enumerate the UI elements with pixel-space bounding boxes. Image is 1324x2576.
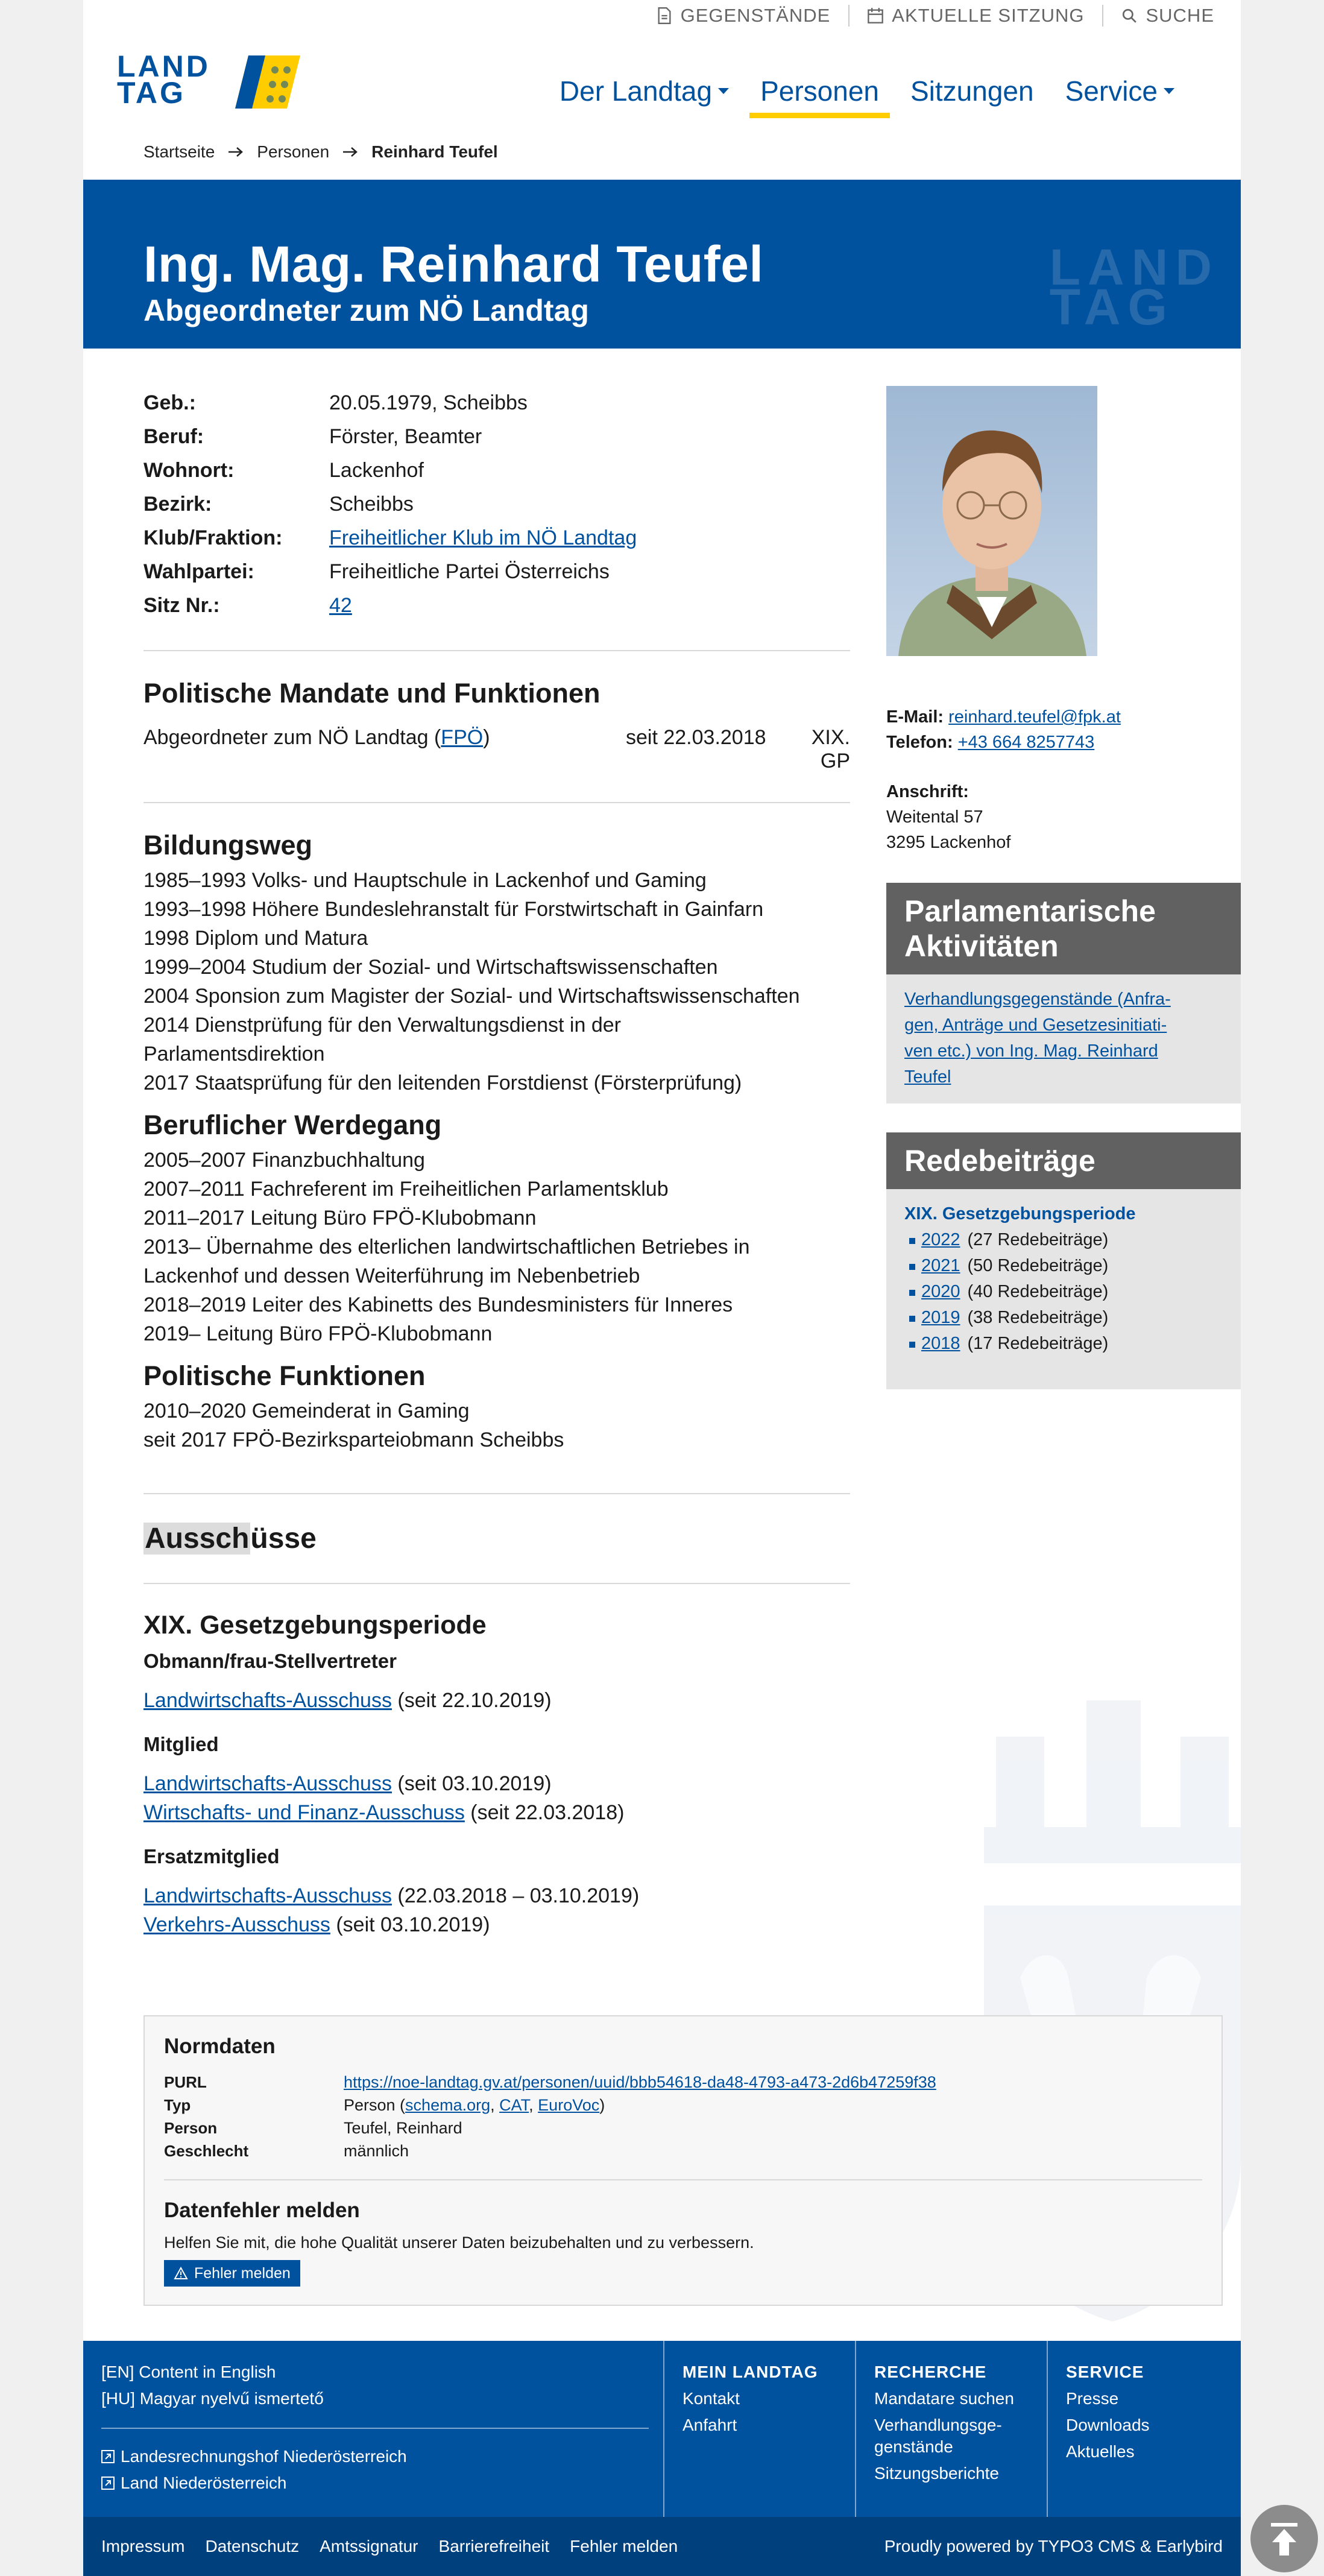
bildung-item: 2014 Dienstprüfung für den Verwaltungsdienst in der <box>143 1014 621 1037</box>
watermark-line1: LAND <box>1049 239 1219 295</box>
typ-text: Person ( <box>344 2095 406 2114</box>
fact-row <box>143 453 850 487</box>
util-label: GEGENSTÄNDE <box>680 5 831 26</box>
footer-ext-label: Landesrechnungshof Niederösterreich <box>121 2447 407 2466</box>
report-error-label: Fehler melden <box>194 2264 291 2282</box>
calendar-icon <box>868 7 883 24</box>
external-link-icon <box>101 2450 115 2463</box>
breadcrumb-personen[interactable]: Personen <box>257 142 330 161</box>
normdaten-row <box>164 2071 936 2094</box>
footer-col-mein-landtag <box>663 2341 855 2517</box>
beruf-item: 2011–2017 Leitung Büro FPÖ-Klubobmann <box>143 1207 537 1230</box>
footer-link[interactable]: Sitzungsberichte <box>874 2464 1000 2483</box>
rede-year-link[interactable]: 2022 <box>921 1230 960 1249</box>
footer-link[interactable]: Mandatare suchen <box>874 2389 1014 2408</box>
typ-close: ) <box>599 2095 605 2114</box>
beruf-item: Lackenhof und dessen Weiterführung im Nebenbetrieb <box>143 1264 640 1287</box>
polit-list <box>143 1397 850 1454</box>
fact-key: Bezirk: <box>143 492 212 516</box>
logo-line2: TAG <box>117 76 186 110</box>
committee-link[interactable]: Landwirtschafts-Ausschuss <box>143 1772 392 1795</box>
committee-list <box>143 1769 850 1827</box>
committee-list <box>143 1881 850 1939</box>
parl-activities-box <box>886 883 1241 1103</box>
rede-list <box>904 1227 1223 1357</box>
mandate-close: ) <box>483 726 490 749</box>
fact-row <box>143 555 850 589</box>
landtag-logo[interactable] <box>117 49 304 111</box>
committee-date: (seit 22.10.2019) <box>391 1689 552 1712</box>
bildung-title: Bildungsweg <box>143 830 312 860</box>
parl-link-line[interactable]: Teufel <box>904 1067 951 1087</box>
footer <box>83 2341 1241 2517</box>
fact-key: Geb.: <box>143 391 196 414</box>
role-heading: Mitglied <box>143 1733 219 1755</box>
rede-count: (50 Redebeiträge) <box>967 1256 1109 1275</box>
role-heading: Obmann/frau-Stellvertreter <box>143 1650 397 1672</box>
footer-bottom-bar <box>83 2517 1241 2576</box>
normdaten-grid <box>164 2071 936 2162</box>
nav-sitzungen[interactable] <box>900 75 1045 118</box>
fact-value: 20.05.1979, Scheibbs <box>329 391 528 414</box>
scroll-to-top-button[interactable] <box>1250 2505 1318 2572</box>
arrow-up-icon <box>1267 2521 1301 2557</box>
person-details <box>143 386 850 1454</box>
beruf-list <box>143 1146 850 1348</box>
rede-period: XIX. Gesetzgebungsperiode <box>904 1204 1136 1223</box>
footer-lang-hu[interactable]: [HU] Magyar nyelvű ismertető <box>101 2389 324 2408</box>
cat-link[interactable]: CAT <box>499 2095 529 2114</box>
polit-item: seit 2017 FPÖ-Bezirksparteiobmann Scheibbs <box>143 1428 564 1451</box>
nav-label: Service <box>1065 75 1158 107</box>
mandate-text: Abgeordneter zum NÖ Landtag ( <box>143 726 441 749</box>
fact-value: Förster, Beamter <box>329 425 482 448</box>
beruf-item: 2013– Übernahme des elterlichen landwirtschaftlichen Betriebes in <box>143 1236 750 1258</box>
error-title: Datenfehler melden <box>164 2199 360 2222</box>
normdaten-key: PURL <box>164 2072 207 2091</box>
watermark-line2: TAG <box>1049 279 1174 335</box>
portrait-image <box>886 386 1097 656</box>
title-highlight: Aussch <box>145 1523 250 1555</box>
fact-value: Freiheitliche Partei Österreichs <box>329 560 610 583</box>
normdaten-row <box>164 2117 936 2139</box>
nav-personen[interactable] <box>749 75 890 118</box>
rede-year-link[interactable]: 2021 <box>921 1256 960 1275</box>
mandate-row <box>143 726 850 773</box>
document-icon <box>657 7 672 24</box>
normdaten-value: männlich <box>344 2141 409 2160</box>
footer-col-service <box>1047 2341 1241 2517</box>
beruf-item: 2007–2011 Fachreferent im Freiheitlichen Parlamentsklub <box>143 1178 669 1201</box>
report-error-button[interactable] <box>164 2260 300 2287</box>
polit-title: Politische Funktionen <box>143 1360 426 1391</box>
committee-link[interactable]: Landwirtschafts-Ausschuss <box>143 1689 392 1712</box>
parl-link-line[interactable]: gen, Anträge und Gesetzesinitiati- <box>904 1015 1167 1035</box>
divider <box>164 2179 1202 2180</box>
footer-amtssignatur[interactable]: Amtssignatur <box>320 2537 418 2555</box>
klub-link[interactable]: Freiheitlicher Klub im NÖ Landtag <box>329 526 637 549</box>
nav-der-landtag[interactable] <box>549 75 740 118</box>
footer-col-title: MEIN LANDTAG <box>682 2363 818 2381</box>
arrow-right-icon <box>228 147 244 157</box>
fact-value: Scheibbs <box>329 492 414 516</box>
beruf-item: 2019– Leitung Büro FPÖ-Klubobmann <box>143 1322 493 1345</box>
rede-count: (17 Redebeiträge) <box>967 1334 1109 1353</box>
divider <box>143 1583 850 1584</box>
fact-key: Klub/Fraktion: <box>143 526 283 549</box>
footer-datenschutz[interactable]: Datenschutz <box>205 2537 300 2555</box>
divider <box>143 650 850 651</box>
mandate-title: Politische Mandate und Funktionen <box>143 678 601 709</box>
beruf-item: 2005–2007 Finanzbuchhaltung <box>143 1149 425 1172</box>
logo-line1: LAND <box>117 49 210 83</box>
logo-mark-icon <box>235 55 300 109</box>
committee-date: (seit 22.03.2018) <box>464 1801 625 1824</box>
footer-col-title: SERVICE <box>1066 2363 1144 2381</box>
normdaten-row <box>164 2139 936 2162</box>
normdaten-value: Teufel, Reinhard <box>344 2118 462 2137</box>
nav-service[interactable] <box>1054 75 1185 118</box>
footer-col-recherche <box>855 2341 1047 2517</box>
fact-row <box>143 521 850 555</box>
bildung-item: 1999–2004 Studium der Sozial- und Wirtschaftswissenschaften <box>143 956 718 979</box>
util-label: SUCHE <box>1146 5 1214 26</box>
footer-link[interactable]: Verhandlungsge- <box>874 2416 1002 2434</box>
normdaten-box <box>143 2015 1223 2306</box>
committee-item <box>143 1769 850 1798</box>
util-suche[interactable] <box>1103 5 1214 27</box>
committee-date: (seit 03.10.2019) <box>391 1772 552 1795</box>
committee-date: (seit 03.10.2019) <box>330 1913 490 1936</box>
parl-title: Parlamentarische <box>904 894 1156 928</box>
committee-list <box>143 1686 850 1715</box>
committee-date: (22.03.2018 – 03.10.2019) <box>391 1884 640 1907</box>
breadcrumb <box>143 142 498 162</box>
bildung-list <box>143 866 850 1097</box>
util-aktuelle-sitzung[interactable] <box>850 5 1103 27</box>
fact-key: Beruf: <box>143 425 204 448</box>
nav-label: Personen <box>760 75 879 107</box>
purl-link[interactable]: https://noe-landtag.gv.at/personen/uuid/bbb54618-da48-4793-a473-2d6b47259f38 <box>344 2072 936 2091</box>
redebeitraege-box <box>886 1132 1241 1389</box>
parl-title: Aktivitäten <box>904 929 1059 963</box>
fact-value: Lackenhof <box>329 458 424 482</box>
phone-label: Telefon: <box>886 733 953 752</box>
normdaten-title: Normdaten <box>164 2035 276 2058</box>
footer-col-title: RECHERCHE <box>874 2363 987 2381</box>
footer-link[interactable]: Downloads <box>1066 2416 1150 2434</box>
divider <box>143 802 850 803</box>
mandate-gp: XIX. GP <box>811 726 850 772</box>
bildung-item: 2004 Sponsion zum Magister der Sozial- und Wirtschaftswissenschaften <box>143 985 800 1008</box>
main-nav <box>539 75 1185 118</box>
ausschuesse-section <box>143 1493 850 1939</box>
parl-link[interactable] <box>886 974 1241 1108</box>
fact-key: Sitz Nr.: <box>143 593 220 617</box>
rede-year-link[interactable]: 2020 <box>921 1282 960 1301</box>
rede-count: (40 Redebeiträge) <box>967 1282 1109 1301</box>
footer-link[interactable]: genstände <box>874 2437 953 2456</box>
bildung-item: 1985–1993 Volks- und Hauptschule in Lackenhof und Gaming <box>143 869 707 892</box>
parl-link-line[interactable]: Verhandlungsgegenstände (Anfra- <box>904 990 1171 1009</box>
committee-link[interactable]: Landwirtschafts-Ausschuss <box>143 1884 392 1907</box>
committee-item <box>143 1910 850 1939</box>
bildung-item: Parlamentsdirektion <box>143 1043 325 1065</box>
contact-block <box>886 704 1121 855</box>
page <box>83 0 1241 2576</box>
beruf-title: Beruflicher Werdegang <box>143 1110 442 1140</box>
fact-row <box>143 386 850 420</box>
footer-link[interactable]: Kontakt <box>682 2389 740 2408</box>
search-icon <box>1121 7 1137 24</box>
powered-by: Proudly powered by TYPO3 CMS & Earlybird <box>884 2537 1223 2555</box>
normdaten-key: Person <box>164 2118 218 2137</box>
fact-row <box>143 589 850 622</box>
footer-barrierefreiheit[interactable]: Barrierefreiheit <box>438 2537 550 2555</box>
rede-item <box>904 1227 1223 1253</box>
footer-ext-link[interactable] <box>101 2443 649 2470</box>
page-subtitle: Abgeordneter zum NÖ Landtag <box>143 294 589 327</box>
error-help: Helfen Sie mit, die hohe Qualität unserer Daten beizubehalten und zu verbessern. <box>164 2233 754 2252</box>
schema-link[interactable]: schema.org <box>405 2095 491 2114</box>
util-gegenstaende[interactable] <box>638 5 850 27</box>
divider <box>143 1493 850 1494</box>
committee-item <box>143 1881 850 1910</box>
committee-link[interactable]: Verkehrs-Ausschuss <box>143 1913 330 1936</box>
bildung-item: 1993–1998 Höhere Bundeslehranstalt für Forstwirtschaft in Gainfarn <box>143 898 764 921</box>
title-rest: üsse <box>250 1523 317 1555</box>
committee-item <box>143 1686 850 1715</box>
util-label: AKTUELLE SITZUNG <box>892 5 1085 26</box>
nav-label: Der Landtag <box>559 75 713 107</box>
rede-item <box>904 1253 1223 1279</box>
fact-table <box>143 386 850 622</box>
phone-link[interactable]: +43 664 8257743 <box>957 733 1095 752</box>
ausschuesse-title <box>143 1522 850 1555</box>
footer-impressum[interactable]: Impressum <box>101 2537 185 2555</box>
beruf-item: 2018–2019 Leiter des Kabinetts des Bundesministers für Inneres <box>143 1293 733 1316</box>
external-link-icon <box>101 2477 115 2490</box>
normdaten-key: Geschlecht <box>164 2141 249 2160</box>
mandate-since: seit 22.03.2018 <box>626 726 766 749</box>
page-title: Ing. Mag. Reinhard Teufel <box>143 236 764 292</box>
committee-link[interactable]: Wirtschafts- und Finanz-Ausschuss <box>143 1801 465 1824</box>
committee-item <box>143 1798 850 1827</box>
hero-banner <box>83 180 1241 349</box>
ausschuesse-period: XIX. Gesetzgebungsperiode <box>143 1611 487 1640</box>
footer-link[interactable]: Presse <box>1066 2389 1119 2408</box>
sitz-link[interactable]: 42 <box>329 593 352 617</box>
utility-bar <box>638 5 1214 27</box>
footer-ext-link[interactable] <box>101 2470 649 2496</box>
footer-link[interactable]: Aktuelles <box>1066 2442 1135 2461</box>
footer-fehler-melden[interactable]: Fehler melden <box>570 2537 678 2555</box>
email-label: E-Mail: <box>886 707 944 727</box>
fact-row <box>143 420 850 453</box>
breadcrumb-startseite[interactable]: Startseite <box>143 142 215 161</box>
email-link[interactable]: reinhard.teufel@fpk.at <box>948 707 1121 727</box>
rede-count: (38 Redebeiträge) <box>967 1308 1109 1327</box>
role-heading: Ersatzmitglied <box>143 1845 280 1867</box>
rede-year-link[interactable]: 2019 <box>921 1308 960 1327</box>
footer-ext-label: Land Niederösterreich <box>121 2473 287 2492</box>
person-photo <box>886 386 1097 656</box>
footer-lang-en[interactable]: [EN] Content in English <box>101 2363 276 2381</box>
normdaten-key: Typ <box>164 2095 191 2114</box>
rede-item <box>904 1279 1223 1305</box>
address-line: 3295 Lackenhof <box>886 833 1011 852</box>
caret-down-icon <box>1164 88 1174 94</box>
arrow-right-icon <box>342 147 358 157</box>
bildung-item: 1998 Diplom und Matura <box>143 927 368 950</box>
warning-icon <box>174 2267 188 2280</box>
polit-item: 2010–2020 Gemeinderat in Gaming <box>143 1400 470 1422</box>
rede-item <box>904 1305 1223 1331</box>
party-link[interactable]: FPÖ <box>441 726 484 749</box>
divider <box>101 2428 649 2429</box>
nav-label: Sitzungen <box>910 75 1034 107</box>
bildung-item: 2017 Staatsprüfung für den leitenden Forstdienst (Försterprüfung) <box>143 1072 742 1094</box>
breadcrumb-current: Reinhard Teufel <box>371 142 498 161</box>
address-label: Anschrift: <box>886 782 969 801</box>
rede-title: Redebeiträge <box>886 1132 1241 1189</box>
fact-key: Wahlpartei: <box>143 560 254 583</box>
rede-year-link[interactable]: 2018 <box>921 1334 960 1353</box>
footer-link[interactable]: Anfahrt <box>682 2416 737 2434</box>
eurovoc-link[interactable]: EuroVoc <box>538 2095 600 2114</box>
address-line: Weitental 57 <box>886 807 983 827</box>
parl-link-line[interactable]: ven etc.) von Ing. Mag. Reinhard <box>904 1041 1158 1061</box>
fact-row <box>143 487 850 521</box>
caret-down-icon <box>718 88 729 94</box>
normdaten-row: Typ Person (schema.org, CAT, EuroVoc) <box>164 2095 605 2114</box>
rede-count: (27 Redebeiträge) <box>967 1230 1109 1249</box>
landtag-watermark <box>1049 239 1219 335</box>
rede-item <box>904 1331 1223 1357</box>
fact-key: Wohnort: <box>143 458 235 482</box>
